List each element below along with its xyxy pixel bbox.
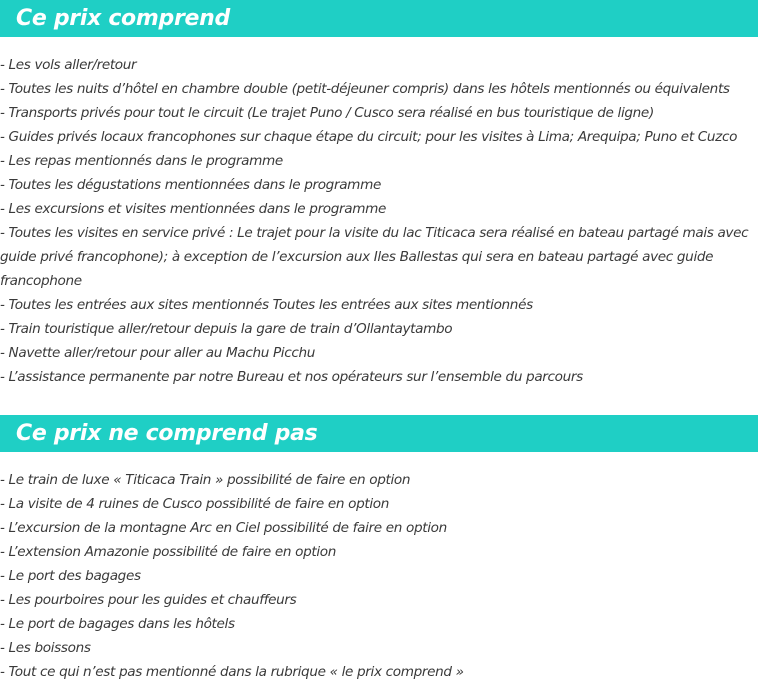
included-item: - Train touristique aller/retour depuis la gare de train d’Ollantaytambo [0,321,453,337]
included-items-list [0,53,758,389]
included-item: - Toutes les entrées aux sites mentionnés Toutes les entrées aux sites mentionnés [0,297,533,313]
included-section-title: Ce prix comprend [16,6,230,31]
included-item: - Les excursions et visites mentionnées dans le programme [0,201,387,217]
included-item: - Guides privés locaux francophones sur chaque étape du circuit; pour les visites à Lima; Arequipa; Puno et Cuzco [0,129,738,145]
included-item: - Toutes les dégustations mentionnées dans le programme [0,177,381,193]
excluded-section-header [0,415,758,452]
excluded-item: - Le train de luxe « Titicaca Train » possibilité de faire en option [0,472,411,488]
included-item: - Les vols aller/retour [0,57,137,73]
excluded-item: - Les pourboires pour les guides et chauffeurs [0,592,297,608]
excluded-items-list [0,468,758,684]
included-item: - Navette aller/retour pour aller au Machu Picchu [0,345,316,361]
excluded-item: - Le port de bagages dans les hôtels [0,616,235,632]
included-item: - Les repas mentionnés dans le programme [0,153,283,169]
excluded-item: - La visite de 4 ruines de Cusco possibilité de faire en option [0,496,389,512]
excluded-item: - L’extension Amazonie possibilité de faire en option [0,544,336,560]
excluded-item: - Les boissons [0,640,91,656]
excluded-item: - L’excursion de la montagne Arc en Ciel possibilité de faire en option [0,520,447,536]
excluded-item: - Tout ce qui n’est pas mentionné dans la rubrique « le prix comprend » [0,664,464,680]
included-item: - Toutes les visites en service privé : Le trajet pour la visite du lac Titicaca sera réalisé en bateau partagé mais avec guide privé francophone); à exception de l’excursion aux Iles Ballestas qui sera en bateau partagé avec guide francophone [0,225,749,289]
excluded-section-title: Ce prix ne comprend pas [16,421,318,446]
excluded-item: - Le port des bagages [0,568,141,584]
included-section-header [0,0,758,37]
included-item: - Toutes les nuits d’hôtel en chambre double (petit-déjeuner compris) dans les hôtels mentionnés ou équivalents [0,81,730,97]
included-item: - L’assistance permanente par notre Bureau et nos opérateurs sur l’ensemble du parcours [0,369,583,385]
included-item: - Transports privés pour tout le circuit (Le trajet Puno / Cusco sera réalisé en bus touristique de ligne) [0,105,654,121]
